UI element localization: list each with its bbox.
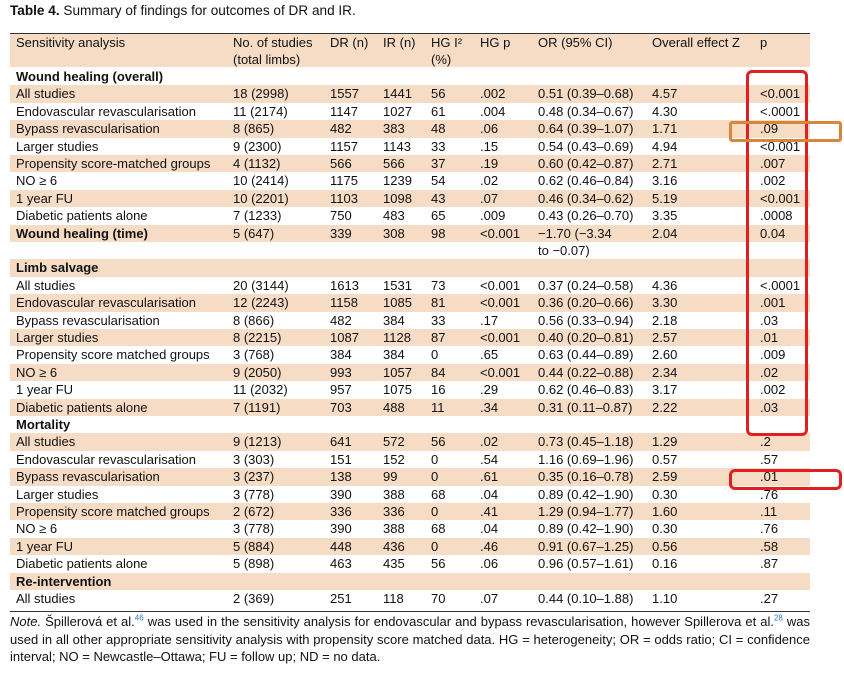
- p-cell: .007: [760, 156, 786, 171]
- dr-cell: 390: [330, 521, 352, 537]
- overall-z-cell: 3.35: [652, 208, 678, 224]
- overall-z-cell: 2.04: [652, 225, 678, 241]
- ir-cell: 99: [383, 469, 398, 485]
- table-row: [10, 85, 810, 102]
- overall-z-cell: 2.59: [652, 469, 678, 485]
- header-dr: DR (n): [330, 35, 369, 50]
- header-no-of-studies: No. of studies: [233, 35, 313, 50]
- dr-cell: 482: [330, 121, 352, 137]
- orange-highlight-box-bypass: [729, 121, 842, 142]
- table-row: [10, 486, 810, 503]
- or-ci-cell: −1.70 (−3.34: [538, 225, 612, 241]
- hg-i2-cell: 81: [431, 295, 446, 311]
- studies-cell: 3 (768): [233, 347, 275, 363]
- ir-cell: 1098: [383, 190, 412, 206]
- sensitivity-analysis-cell: Endovascular revascularisation: [16, 103, 196, 119]
- section-heading-row: [10, 259, 810, 276]
- overall-z-cell: 3.30: [652, 295, 678, 311]
- hg-p-cell: .07: [480, 591, 499, 606]
- hg-p-cell: .004: [480, 103, 506, 119]
- ir-cell: 1143: [383, 138, 411, 154]
- ir-cell: 384: [383, 312, 405, 328]
- overall-z-cell: 0.57: [652, 451, 678, 467]
- hg-i2-cell: 68: [431, 486, 446, 502]
- hg-i2-cell: 33: [431, 138, 446, 154]
- ir-cell: 1057: [383, 364, 412, 380]
- overall-z-cell: 4.36: [652, 277, 678, 293]
- sensitivity-analysis-cell: Propensity score matched groups: [16, 347, 210, 363]
- overall-z-cell: 2.18: [652, 312, 678, 328]
- studies-cell: 9 (1213): [233, 434, 282, 450]
- table-row: [10, 346, 810, 363]
- table-caption: Summary of findings for outcomes of DR and IR.: [63, 3, 356, 18]
- p-cell: <0.001: [760, 86, 801, 102]
- studies-cell: 2 (672): [233, 504, 275, 519]
- studies-cell: 7 (1191): [233, 399, 281, 415]
- sensitivity-analysis-cell: All studies: [16, 591, 76, 606]
- hg-i2-cell: 0: [431, 451, 439, 467]
- table-label: Table 4.: [10, 3, 60, 18]
- dr-cell: 482: [330, 312, 352, 328]
- section-heading-row: [10, 573, 810, 590]
- hg-p-cell: .65: [480, 347, 499, 363]
- ir-cell: 118: [383, 591, 404, 606]
- or-ci-cell: 0.48 (0.34–0.67): [538, 103, 634, 119]
- studies-cell: 3 (237): [233, 469, 275, 485]
- or-ci-cell: 0.44 (0.10–1.88): [538, 591, 634, 606]
- note-text-3: was used in all other appropriate sensitivity analysis with propensity score matched data. HG = heterogeneity; OR = odds ratio; CI = confidence interval; NO = Newcastle–Ottawa; FU = follow up; ND = no data.: [10, 614, 810, 664]
- dr-cell: 448: [330, 538, 352, 554]
- hg-i2-cell: 56: [431, 86, 446, 102]
- studies-cell: 8 (865): [233, 121, 275, 137]
- dr-cell: 336: [330, 504, 352, 519]
- note-ref-46[interactable]: 46: [134, 613, 144, 623]
- ir-cell: 1085: [383, 295, 412, 311]
- hg-i2-cell: 0: [431, 504, 439, 519]
- note-text-1: Špillerová et al.: [45, 614, 135, 629]
- hg-p-cell: .41: [480, 504, 499, 519]
- dr-cell: 1157: [330, 138, 358, 154]
- dr-cell: 1103: [330, 190, 358, 206]
- hg-i2-cell: 0: [431, 469, 439, 485]
- dr-cell: 138: [330, 469, 352, 485]
- hg-p-cell: .34: [480, 399, 499, 415]
- table-row: [10, 468, 810, 485]
- table-row: [10, 225, 810, 242]
- dr-cell: 384: [330, 347, 352, 363]
- hg-i2-cell: 65: [431, 208, 446, 224]
- overall-z-cell: 2.57: [652, 330, 678, 345]
- p-cell: .76: [760, 486, 779, 502]
- or-ci-cell: 0.31 (0.11–0.87): [538, 399, 633, 415]
- p-cell: <0.001: [760, 138, 801, 154]
- overall-z-cell: 2.22: [652, 399, 678, 415]
- studies-cell: 4 (1132): [233, 156, 281, 171]
- sensitivity-analysis-cell: Propensity score-matched groups: [16, 156, 211, 171]
- or-ci-cell: 0.46 (0.34–0.62): [538, 190, 634, 206]
- section-heading: Mortality: [16, 417, 71, 432]
- ir-cell: 388: [383, 521, 405, 537]
- or-ci-cell: 0.54 (0.43–0.69): [538, 138, 634, 154]
- sensitivity-analysis-cell: Wound healing (time): [16, 225, 148, 241]
- dr-cell: 339: [330, 225, 352, 241]
- header-total-limbs: (total limbs): [233, 52, 301, 67]
- or-ci-cell: 1.16 (0.69–1.96): [538, 451, 634, 467]
- studies-cell: 10 (2414): [233, 173, 289, 189]
- table-bottom-rule: [10, 611, 810, 612]
- note-text-2: was used in the sensitivity analysis for endovascular and bypass revascularisation, however Spillerova et al.: [143, 614, 774, 629]
- table-row: [10, 433, 810, 450]
- studies-cell: 2 (369): [233, 591, 275, 606]
- studies-cell: 7 (1233): [233, 208, 282, 224]
- sensitivity-analysis-cell: NO ≥ 6: [16, 521, 58, 537]
- studies-cell: 3 (778): [233, 486, 275, 502]
- sensitivity-analysis-cell: 1 year FU: [16, 382, 74, 398]
- hg-p-cell: .06: [480, 121, 499, 137]
- header-hg-p: HG p: [480, 35, 511, 50]
- table-row: [10, 538, 810, 555]
- ir-cell: 483: [383, 208, 405, 224]
- hg-i2-cell: 16: [431, 382, 446, 398]
- hg-p-cell: .002: [480, 86, 506, 102]
- p-cell: .02: [760, 364, 779, 380]
- table-top-rule: [10, 33, 810, 34]
- overall-z-cell: 3.17: [652, 382, 678, 398]
- dr-cell: 1158: [330, 295, 358, 311]
- dr-cell: 1175: [330, 173, 358, 189]
- section-heading-row: [10, 416, 810, 433]
- studies-cell: 5 (647): [233, 225, 275, 241]
- hg-i2-cell: 48: [431, 121, 446, 137]
- dr-cell: 1557: [330, 86, 359, 102]
- p-cell: .002: [760, 382, 786, 398]
- sensitivity-analysis-cell: Endovascular revascularisation: [16, 295, 196, 311]
- ir-cell: 435: [383, 556, 405, 572]
- dr-cell: 750: [330, 208, 352, 224]
- sensitivity-analysis-cell: Larger studies: [16, 330, 99, 345]
- sensitivity-analysis-cell: Diabetic patients alone: [16, 208, 148, 224]
- table-row-continuation: [10, 242, 810, 259]
- ir-cell: 1027: [383, 103, 412, 119]
- sensitivity-analysis-cell: Endovascular revascularisation: [16, 451, 196, 467]
- or-ci-cell: 0.56 (0.33–0.94): [538, 312, 634, 328]
- header-percent: (%): [431, 52, 452, 67]
- studies-cell: 9 (2050): [233, 364, 282, 380]
- overall-z-cell: 0.30: [652, 486, 678, 502]
- dr-cell: 703: [330, 399, 352, 415]
- ir-cell: 308: [383, 225, 405, 241]
- note-ref-28[interactable]: 28: [773, 613, 783, 623]
- ir-cell: 572: [383, 434, 405, 450]
- dr-cell: 957: [330, 382, 352, 398]
- p-cell: <.0001: [760, 103, 801, 119]
- header-or-ci: OR (95% CI): [538, 35, 613, 50]
- hg-p-cell: .54: [480, 451, 499, 467]
- red-highlight-box-mortality-bypass: [729, 469, 842, 490]
- or-ci-cell: 0.37 (0.24–0.58): [538, 277, 634, 293]
- section-heading-row: [10, 68, 810, 85]
- studies-cell: 10 (2201): [233, 190, 289, 206]
- overall-z-cell: 4.94: [652, 138, 678, 154]
- or-ci-cell: 0.64 (0.39–1.07): [538, 121, 634, 137]
- table-row: [10, 294, 810, 311]
- sensitivity-analysis-cell: All studies: [16, 434, 76, 450]
- hg-i2-cell: 56: [431, 556, 446, 572]
- p-cell: .87: [760, 556, 779, 572]
- studies-cell: 20 (3144): [233, 277, 289, 293]
- table-title: [10, 3, 356, 18]
- hg-p-cell: .009: [480, 208, 506, 224]
- overall-z-cell: 1.10: [652, 591, 678, 606]
- table-row: [10, 103, 810, 120]
- p-cell: .03: [760, 312, 779, 328]
- p-cell: .001: [760, 295, 786, 311]
- sensitivity-analysis-cell: 1 year FU: [16, 190, 74, 206]
- dr-cell: 463: [330, 556, 352, 572]
- dr-cell: 1613: [330, 277, 359, 293]
- dr-cell: 390: [330, 486, 352, 502]
- table-row: [10, 277, 810, 294]
- ir-cell: 336: [383, 504, 405, 519]
- hg-p-cell: .06: [480, 556, 499, 572]
- studies-cell: 8 (2215): [233, 330, 282, 345]
- table-row: [10, 329, 810, 346]
- hg-i2-cell: 98: [431, 225, 446, 241]
- sensitivity-analysis-cell: NO ≥ 6: [16, 364, 58, 380]
- hg-i2-cell: 0: [431, 347, 439, 363]
- sensitivity-analysis-cell: 1 year FU: [16, 538, 74, 554]
- header-hg-i2: HG I²: [431, 35, 463, 50]
- or-ci-cell: 0.35 (0.16–0.78): [538, 469, 634, 485]
- studies-cell: 3 (778): [233, 521, 275, 537]
- studies-cell: 5 (884): [233, 538, 275, 554]
- sensitivity-analysis-cell: Larger studies: [16, 486, 99, 502]
- sensitivity-analysis-cell: Bypass revascularisation: [16, 121, 160, 137]
- hg-i2-cell: 87: [431, 330, 446, 345]
- hg-p-cell: .46: [480, 538, 499, 554]
- table-row: [10, 503, 810, 520]
- sensitivity-analysis-cell: Bypass revascularisation: [16, 469, 160, 485]
- hg-i2-cell: 37: [431, 156, 446, 171]
- ir-cell: 1075: [383, 382, 412, 398]
- table-row: [10, 555, 810, 572]
- or-ci-cell: 0.43 (0.26–0.70): [538, 208, 634, 224]
- hg-p-cell: <0.001: [480, 277, 521, 293]
- hg-p-cell: .04: [480, 521, 499, 537]
- dr-cell: 1147: [330, 103, 358, 119]
- sensitivity-analysis-cell: Propensity score matched groups: [16, 504, 210, 519]
- hg-i2-cell: 33: [431, 312, 446, 328]
- table-footnote: [10, 613, 810, 666]
- p-cell: .27: [760, 591, 779, 606]
- hg-i2-cell: 54: [431, 173, 446, 189]
- sensitivity-analysis-cell: Larger studies: [16, 138, 99, 154]
- or-ci-cell: 0.44 (0.22–0.88): [538, 364, 634, 380]
- table-header: [10, 33, 810, 67]
- hg-i2-cell: 61: [431, 103, 446, 119]
- hg-p-cell: .07: [480, 190, 499, 206]
- dr-cell: 993: [330, 364, 352, 380]
- studies-cell: 8 (866): [233, 312, 275, 328]
- overall-z-cell: 4.57: [652, 86, 678, 102]
- section-heading: Wound healing (overall): [16, 69, 164, 84]
- hg-p-cell: .61: [480, 469, 499, 485]
- ir-cell: 1128: [383, 330, 411, 345]
- overall-z-cell: 5.19: [652, 190, 678, 206]
- table-row: [10, 520, 810, 537]
- ir-cell: 436: [383, 538, 405, 554]
- studies-cell: 18 (2998): [233, 86, 289, 102]
- p-cell: .01: [760, 469, 779, 485]
- ir-cell: 566: [383, 156, 405, 171]
- hg-i2-cell: 68: [431, 521, 446, 537]
- dr-cell: 151: [330, 451, 352, 467]
- or-ci-cell: 0.89 (0.42–1.90): [538, 521, 634, 537]
- overall-z-cell: 1.71: [652, 121, 678, 137]
- sensitivity-analysis-cell: All studies: [16, 277, 76, 293]
- hg-i2-cell: 73: [431, 277, 446, 293]
- or-ci-cell: 0.51 (0.39–0.68): [538, 86, 634, 102]
- p-cell: .2: [760, 434, 771, 450]
- hg-p-cell: <0.001: [480, 330, 521, 345]
- table-row: [10, 120, 810, 137]
- or-ci-cell: 0.40 (0.20–0.81): [538, 330, 634, 345]
- sensitivity-analysis-cell: Diabetic patients alone: [16, 399, 148, 415]
- p-cell: .0008: [760, 208, 793, 224]
- sensitivity-analysis-cell: NO ≥ 6: [16, 173, 58, 189]
- hg-i2-cell: 0: [431, 538, 439, 554]
- overall-z-cell: 3.16: [652, 173, 678, 189]
- or-ci-cell: 0.73 (0.45–1.18): [538, 434, 634, 450]
- p-cell: <0.001: [760, 190, 801, 206]
- studies-cell: 11 (2032): [233, 382, 288, 398]
- studies-cell: 3 (303): [233, 451, 275, 467]
- hg-p-cell: <0.001: [480, 225, 521, 241]
- hg-p-cell: <0.001: [480, 364, 521, 380]
- sensitivity-analysis-cell: All studies: [16, 86, 76, 102]
- p-cell: .09: [760, 121, 779, 137]
- overall-z-cell: 0.56: [652, 538, 678, 554]
- overall-z-cell: 2.71: [652, 156, 678, 171]
- dr-cell: 1087: [330, 330, 359, 345]
- studies-cell: 5 (898): [233, 556, 275, 572]
- overall-z-cell: 1.60: [652, 504, 678, 519]
- note-label: Note.: [10, 614, 42, 629]
- sensitivity-analysis-cell: Bypass revascularisation: [16, 312, 160, 328]
- studies-cell: 9 (2300): [233, 138, 282, 154]
- or-ci-cell: 0.62 (0.46–0.84): [538, 173, 634, 189]
- ir-cell: 1239: [383, 173, 412, 189]
- dr-cell: 641: [330, 434, 352, 450]
- table-row: [10, 312, 810, 329]
- p-cell: .009: [760, 347, 786, 363]
- ir-cell: 488: [383, 399, 405, 415]
- table-row: [10, 207, 810, 224]
- table-row: [10, 451, 810, 468]
- table-row: [10, 172, 810, 189]
- header-sensitivity-analysis: Sensitivity analysis: [16, 35, 126, 50]
- hg-p-cell: .29: [480, 382, 499, 398]
- or-ci-cell: 0.36 (0.20–0.66): [538, 295, 634, 311]
- header-p: p: [760, 35, 768, 50]
- table-row: [10, 138, 810, 155]
- p-cell: .002: [760, 173, 786, 189]
- p-cell: 0.04: [760, 225, 786, 241]
- table-row: [10, 590, 810, 607]
- overall-z-cell: 4.30: [652, 103, 678, 119]
- or-ci-cell: 0.96 (0.57–1.61): [538, 556, 634, 572]
- hg-i2-cell: 43: [431, 190, 446, 206]
- table-row: [10, 190, 810, 207]
- sensitivity-analysis-cell: Diabetic patients alone: [16, 556, 148, 572]
- p-cell: .76: [760, 521, 779, 537]
- ir-cell: 1441: [383, 86, 412, 102]
- or-ci-cell: 0.63 (0.44–0.89): [538, 347, 634, 363]
- table-row: [10, 364, 810, 381]
- overall-z-cell: 0.30: [652, 521, 678, 537]
- section-heading: Re-intervention: [16, 573, 112, 589]
- overall-z-cell: 0.16: [652, 556, 678, 572]
- or-ci-cell: to −0.07): [538, 243, 590, 258]
- p-cell: .57: [760, 451, 779, 467]
- or-ci-cell: 0.60 (0.42–0.87): [538, 156, 634, 171]
- table-row: [10, 381, 810, 398]
- hg-p-cell: .19: [480, 156, 499, 171]
- table-row: [10, 155, 810, 172]
- p-cell: .03: [760, 399, 779, 415]
- hg-i2-cell: 56: [431, 434, 446, 450]
- ir-cell: 152: [383, 451, 405, 467]
- ir-cell: 383: [383, 121, 405, 137]
- hg-p-cell: .17: [480, 312, 499, 328]
- studies-cell: 12 (2243): [233, 295, 289, 311]
- hg-p-cell: .02: [480, 173, 499, 189]
- studies-cell: 11 (2174): [233, 103, 288, 119]
- p-cell: .58: [760, 538, 779, 554]
- p-cell: .01: [760, 330, 779, 345]
- or-ci-cell: 0.62 (0.46–0.83): [538, 382, 634, 398]
- dr-cell: 251: [330, 591, 352, 606]
- hg-p-cell: .15: [480, 138, 499, 154]
- overall-z-cell: 1.29: [652, 434, 678, 450]
- header-ir: IR (n): [383, 35, 416, 50]
- hg-p-cell: .02: [480, 434, 499, 450]
- header-overall-effect-z: Overall effect Z: [652, 35, 740, 50]
- ir-cell: 384: [383, 347, 405, 363]
- p-cell: <.0001: [760, 277, 801, 293]
- or-ci-cell: 1.29 (0.94–1.77): [538, 504, 634, 519]
- hg-i2-cell: 84: [431, 364, 446, 380]
- section-heading: Limb salvage: [16, 260, 99, 276]
- hg-p-cell: <0.001: [480, 295, 521, 311]
- ir-cell: 388: [383, 486, 405, 502]
- or-ci-cell: 0.89 (0.42–1.90): [538, 486, 634, 502]
- overall-z-cell: 2.60: [652, 347, 678, 363]
- hg-p-cell: .04: [480, 486, 499, 502]
- dr-cell: 566: [330, 156, 352, 171]
- overall-z-cell: 2.34: [652, 364, 678, 380]
- p-cell: .11: [760, 504, 778, 519]
- table-row: [10, 399, 810, 416]
- hg-i2-cell: 70: [431, 591, 446, 606]
- hg-i2-cell: 11: [431, 399, 445, 415]
- ir-cell: 1531: [383, 277, 412, 293]
- or-ci-cell: 0.91 (0.67–1.25): [538, 538, 634, 554]
